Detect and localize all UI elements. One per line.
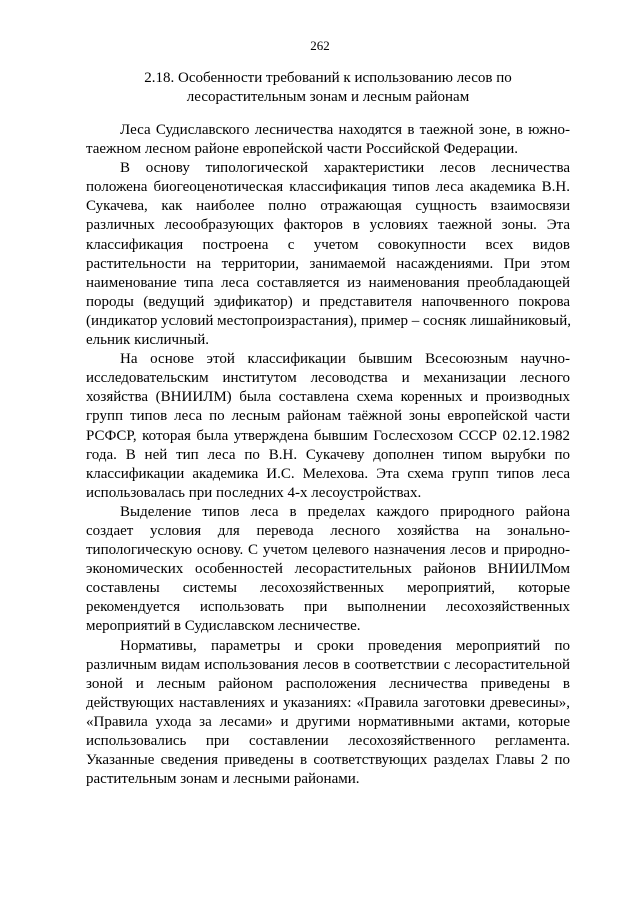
page-number: 262 [310, 38, 330, 53]
paragraph [86, 159, 570, 350]
section-heading-line: лесорастительным зонам и лесным районам [186, 89, 470, 105]
text-line: В основу типологической характеристики лесов лесничества [120, 160, 570, 177]
text-line: создает условия для перевода лесного хозяйства на зонально- [86, 522, 570, 539]
text-line: положена биогеоценотическая классификация типов леса академика В.Н. [86, 179, 570, 196]
section-heading-line: 2.18. Особенности требований к использованию лесов по [144, 70, 512, 86]
text-line: года. В ней тип леса по В.Н. Сукачеву дополнен типом вырубки по [86, 446, 570, 463]
text-line: ельник кисличный. [86, 332, 209, 349]
text-line: Нормативы, параметры и сроки проведения мероприятий по [120, 637, 570, 654]
text-line: растительным зонам и лесными районами. [86, 771, 360, 788]
text-line: групп типов леса по лесным районам таёжной зоны европейской части [86, 408, 570, 425]
paragraph [86, 121, 570, 159]
text-line: классификация построена с учетом совокупности всех видов [86, 236, 570, 253]
text-line: исследовательским институтом лесоводства и механизации лесного [86, 370, 570, 387]
text-line: использовались при составлении лесохозяйственного регламента. [86, 733, 570, 749]
paragraph [86, 503, 570, 637]
text-line: На основе этой классификации бывшим Всесоюзным научно- [120, 351, 570, 368]
text-line: действующих наставлениях и указаниях: «Правила заготовки древесины», [86, 694, 570, 711]
text-line: породы (ведущий эдификатор) и представителя напочвенного покрова [86, 293, 570, 310]
text-line: Сукачева, как наиболее полно отражающая сущность взаимосвязи [86, 198, 570, 215]
text-line: различных лесообразующих факторов в условиях таежной зоны. Эта [86, 217, 570, 234]
text-line: наименование типа леса составляется из наименования преобладающей [86, 274, 570, 291]
text-line: мероприятий в Судиславском лесничестве. [86, 618, 361, 635]
text-line: использовалась при последних 4-х лесоустройствах. [86, 484, 422, 501]
text-line: Указанные сведения приведены в соответствующих разделах Главы 2 по [86, 752, 570, 769]
text-line: экономических особенностей лесорастительных районов ВНИИЛМом [86, 561, 570, 578]
text-line: растительности на территории, занимаемой насаждениями. При этом [86, 255, 570, 272]
text-line: классификации академика И.С. Мелехова. Эта схема групп типов леса [86, 465, 570, 482]
section-heading [86, 69, 570, 107]
text-line: таежном лесном районе европейской части Российской Федерации. [86, 141, 519, 158]
text-line: различным видам использования лесов в соответствии с лесорастительной [86, 656, 570, 673]
text-line: рекомендуется использовать при выполнении лесохозяйственных [86, 599, 570, 616]
text-line: составлены системы лесохозяйственных мероприятий, которые [86, 580, 570, 597]
text-line: «Правила ухода за лесами» и другими нормативными актами, которые [86, 713, 570, 730]
paragraph [86, 637, 570, 790]
text-line: зоной и лесным районом расположения лесничества приведены в [86, 675, 570, 692]
text-line: Выделение типов леса в пределах каждого природного района [120, 503, 570, 520]
text-line: РСФСР, которая была утверждена бывшим Гослесхозом СССР 02.12.1982 [86, 427, 570, 444]
text-line: Леса Судиславского лесничества находятся в таежной зоне, в южно- [120, 122, 570, 138]
text-line: типологическую основу. С учетом целевого назначения лесов и природно- [86, 542, 570, 559]
text-line: хозяйства (ВНИИЛМ) была составлена схема коренных и производных [86, 389, 570, 406]
body-text [86, 121, 570, 789]
text-line: (индикатор условий местопроизрастания), пример – сосняк лишайниковый, [86, 312, 571, 329]
paragraph [86, 350, 570, 503]
